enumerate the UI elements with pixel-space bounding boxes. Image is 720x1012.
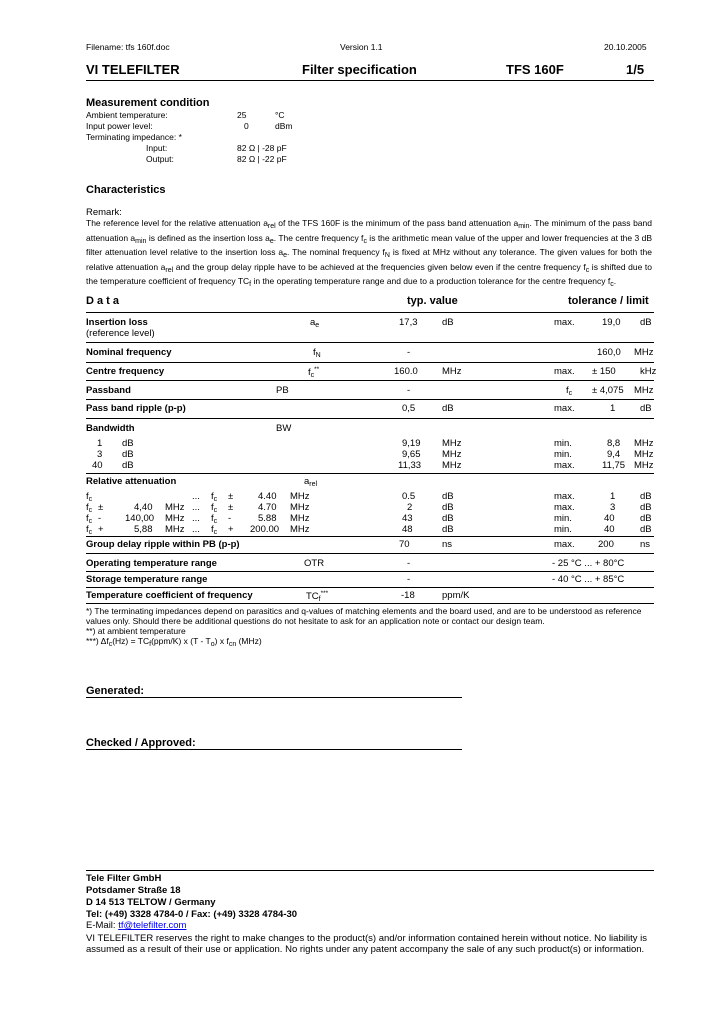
remark-paragraph: The reference level for the relative attenuation $a_{rel}$ of the TFS 160F is the minimum of the pass band attenuation $a_{min}$. The minimum of the pass band attenuation $a_{min}$ is defined as the insertion loss $a_e$. The centre frequency $f_c$ is the arithmetic mean value of the upper and lower frequencies at the 3 dB filter attenuation level relative to the insertion loss $a_e$. The nominal frequency $f_N$ is fixed at MHz without any tolerance. The given values for both the relative attenuation $a_{rel}$ and the group delay ripple have to be achieved at the frequencies given below even if the centre frequency $f_c$ is shifted due to the temperature coefficient of frequency $TC_f$ in the operating temperature range and due to a production tolerance for the centre frequency $f_c$. <box>86 218 653 288</box>
nf-limval: 160,0 <box>597 347 621 358</box>
impedance-label: Terminating impedance: * <box>86 132 182 142</box>
ra3-limval: 40 <box>604 513 615 524</box>
ra2-upper: 4.70 <box>258 502 277 513</box>
tc-unit: ppm/K <box>442 590 470 601</box>
ra4-unit: dB <box>442 524 454 535</box>
table-header-data: D a t a <box>86 295 120 307</box>
bw1-level: 1 <box>97 438 103 449</box>
ra2-upper-unit: MHz <box>290 502 310 513</box>
ra2-fc2: $f_c$ <box>211 502 218 514</box>
ra3-fc: $f_c$ <box>86 513 93 525</box>
ra3-limunit: dB <box>640 513 652 524</box>
pr-unit: dB <box>442 403 454 414</box>
ambient-value: 25 <box>237 110 247 120</box>
ot-symbol: OTR <box>304 558 325 569</box>
pb-typ: - <box>407 385 411 396</box>
footer-email-row: E-Mail: tf@telefilter.com <box>86 920 187 931</box>
part-number: TFS 160F <box>506 62 564 77</box>
ra2-limunit: dB <box>640 502 652 513</box>
approved-signature-line <box>86 749 462 750</box>
ra2-fc: $f_c$ <box>86 502 93 514</box>
ra4-lower-unit: MHz <box>165 524 185 535</box>
footer-city: D 14 513 TELTOW / Germany <box>86 897 216 908</box>
ra4-sign: + <box>98 524 104 535</box>
footer-rule <box>86 870 654 871</box>
ra3-upper: 5.88 <box>258 513 277 524</box>
power-value: 0 <box>244 121 249 131</box>
ra3-dots: ... <box>192 513 200 524</box>
ra4-lim: min. <box>554 524 572 535</box>
table-header-typ: typ. value <box>407 295 458 307</box>
pr-limval: 1 <box>610 403 616 414</box>
bw1-unit: MHz <box>442 438 462 449</box>
ra4-fc2: $f_c$ <box>211 524 218 536</box>
row-rule <box>86 380 654 381</box>
cf-limunit: kHz <box>640 366 657 377</box>
bw1-typ: 9,19 <box>402 438 421 449</box>
row-rule <box>86 603 654 604</box>
company-logo: VI TELEFILTER <box>86 62 180 77</box>
footer-disclaimer-2: assumed as a result of their use or application. No rights under any patent accompany the sale of any such product(s) or information. <box>86 944 645 955</box>
ra1-upper: 4.40 <box>258 491 277 502</box>
ra3-unit: dB <box>442 513 454 524</box>
ra4-sign2: + <box>228 524 234 535</box>
ra2-sign2: ± <box>228 502 234 513</box>
pr-lim: max. <box>554 403 575 414</box>
gd-limunit: ns <box>640 539 651 550</box>
gd-lim: max. <box>554 539 575 550</box>
ra4-lower: 5,88 <box>134 524 153 535</box>
doc-date: 20.10.2005 <box>604 42 647 52</box>
ra4-typ: 48 <box>402 524 413 535</box>
bw3-lim: max. <box>554 460 575 471</box>
il-unit: dB <box>442 317 454 328</box>
row-rule <box>86 587 654 588</box>
ra3-fc2: $f_c$ <box>211 513 218 525</box>
row-rule <box>86 473 654 474</box>
footer-tel: Tel: (+49) 3328 4784-0 / Fax: (+49) 3328 4784-30 <box>86 909 298 920</box>
note-1: *) The terminating impedances depend on parasitics and q-values of matching elements and the board used, and are to be understood as reference <box>86 606 642 616</box>
row-rule <box>86 362 654 363</box>
cf-label: Centre frequency <box>86 366 165 377</box>
generated-label: Generated: <box>86 685 145 697</box>
table-rule <box>86 312 654 313</box>
pb-limunit: MHz <box>634 385 654 396</box>
ra1-upper-unit: MHz <box>290 491 310 502</box>
pr-limunit: dB <box>640 403 652 414</box>
il-limunit: dB <box>640 317 652 328</box>
header-rule <box>86 80 654 81</box>
ra3-sign: - <box>98 513 102 524</box>
row-rule <box>86 399 654 400</box>
characteristics-heading: Characteristics <box>86 184 166 196</box>
doc-title: Filter specification <box>302 62 417 77</box>
ra2-lim: max. <box>554 502 575 513</box>
bw3-typ: 11,33 <box>398 460 422 471</box>
pb-symbol: PB <box>276 385 289 396</box>
ra1-limunit: dB <box>640 491 652 502</box>
generated-signature-line <box>86 697 462 698</box>
ra1-fc2: $f_c$ <box>211 491 218 503</box>
ra1-dots: ... <box>192 491 200 502</box>
ra2-dots: ... <box>192 502 200 513</box>
note-2: **) at ambient temperature <box>86 626 186 636</box>
gd-typ: 70 <box>399 539 410 550</box>
footer-disclaimer-1: VI TELEFILTER reserves the right to make changes to the product(s) and/or information contained herein without notice. No liability is <box>86 933 647 944</box>
ra2-lower-unit: MHz <box>165 502 185 513</box>
ra2-unit: dB <box>442 502 454 513</box>
note-1b: values only. Should there be additional questions do not hesitate to ask for an application note or contact our design team. <box>86 616 545 626</box>
gd-unit: ns <box>442 539 453 550</box>
ra4-limunit: dB <box>640 524 652 535</box>
ra3-upper-unit: MHz <box>290 513 310 524</box>
version: Version 1.1 <box>340 42 383 52</box>
ra3-lim: min. <box>554 513 572 524</box>
ra-symbol: $a_{rel}$ <box>304 476 318 488</box>
il-label: Insertion loss <box>86 317 148 328</box>
table-header-tol: tolerance / limit <box>568 295 649 307</box>
remark-label: Remark: <box>86 207 122 218</box>
ra3-typ: 43 <box>402 513 413 524</box>
ot-label: Operating temperature range <box>86 558 217 569</box>
input-label: Input: <box>146 143 168 153</box>
bw1-limunit: MHz <box>634 438 654 449</box>
il-label-2: (reference level) <box>86 328 155 339</box>
ra-label: Relative attenuation <box>86 476 177 487</box>
row-rule <box>86 553 654 554</box>
ra1-unit: dB <box>442 491 454 502</box>
il-limval: 19,0 <box>602 317 621 328</box>
output-value: 82 Ω | -22 pF <box>237 154 287 164</box>
filename: Filename: tfs 160f.doc <box>86 42 170 52</box>
ra1-sign: ± <box>228 491 234 502</box>
st-limval: - 40 °C ... + 85°C <box>552 574 625 585</box>
footer-street: Potsdamer Straße 18 <box>86 885 181 896</box>
bw3-level: 40 <box>92 460 103 471</box>
ra1-fc: $f_c$ <box>86 491 93 503</box>
ra1-typ: 0.5 <box>402 491 416 502</box>
cf-typ: 160.0 <box>394 366 418 377</box>
ra4-upper-unit: MHz <box>290 524 310 535</box>
bw2-level: 3 <box>97 449 103 460</box>
approved-label: Checked / Approved: <box>86 737 196 749</box>
cf-limval: ± 150 <box>592 366 616 377</box>
ra4-upper: 200.00 <box>250 524 280 535</box>
power-label: Input power level: <box>86 121 153 131</box>
pb-limval: ± 4,075 <box>592 385 624 396</box>
bw2-unit: MHz <box>442 449 462 460</box>
bw3-unit: MHz <box>442 460 462 471</box>
bw3-limval: 11,75 <box>602 460 626 471</box>
bw2-typ: 9,65 <box>402 449 421 460</box>
page-number: 1/5 <box>626 62 645 77</box>
bw1-lim: min. <box>554 438 572 449</box>
note-3: ***) $\Delta f_c(Hz) = TC_f(ppm/K)$ x $(T - T_o)$ x $f_{cn}$ (MHz) <box>86 636 262 648</box>
ra3-sign2: - <box>228 513 232 524</box>
row-rule <box>86 342 654 343</box>
ra3-lower: 140,00 <box>125 513 155 524</box>
ra2-lower: 4,40 <box>134 502 153 513</box>
ra4-limval: 40 <box>604 524 615 535</box>
measurement-heading: Measurement condition <box>86 97 210 109</box>
bw3-unit-db: dB <box>122 460 134 471</box>
ra4-dots: ... <box>192 524 200 535</box>
bw3-limunit: MHz <box>634 460 654 471</box>
gd-limval: 200 <box>598 539 614 550</box>
ra1-limval: 1 <box>610 491 616 502</box>
ra1-lim: max. <box>554 491 575 502</box>
ambient-unit: °C <box>275 110 285 120</box>
bw2-unit-db: dB <box>122 449 134 460</box>
row-rule <box>86 418 654 419</box>
ra3-lower-unit: MHz <box>165 513 185 524</box>
il-lim: max. <box>554 317 575 328</box>
bw2-limunit: MHz <box>634 449 654 460</box>
nf-typ: - <box>407 347 411 358</box>
cf-lim: max. <box>554 366 575 377</box>
il-typ: 17,3 <box>399 317 418 328</box>
input-value: 82 Ω | -28 pF <box>237 143 287 153</box>
nf-limunit: MHz <box>634 347 654 358</box>
nf-symbol: $f_N$ <box>313 347 321 359</box>
cf-symbol: $f_c^{**}$ <box>308 366 320 379</box>
pb-label: Passband <box>86 385 131 396</box>
tc-label: Temperature coefficient of frequency <box>86 590 253 601</box>
row-rule <box>86 536 654 537</box>
email-link[interactable]: tf@telefilter.com <box>118 920 187 931</box>
tc-symbol: $TC_f^{***}$ <box>306 590 329 603</box>
pr-label: Pass band ripple (p-p) <box>86 403 186 414</box>
pb-lim: $f_c$ <box>566 385 573 397</box>
st-label: Storage temperature range <box>86 574 208 585</box>
bw-label: Bandwidth <box>86 423 135 434</box>
bw-symbol: BW <box>276 423 292 434</box>
cf-unit: MHz <box>442 366 462 377</box>
bw1-unit-db: dB <box>122 438 134 449</box>
row-rule <box>86 571 654 572</box>
ot-limval: - 25 °C ... + 80°C <box>552 558 625 569</box>
ra2-sign: ± <box>98 502 104 513</box>
il-symbol: $a_e$ <box>310 317 320 329</box>
tc-typ: -18 <box>401 590 415 601</box>
bw2-limval: 9,4 <box>607 449 621 460</box>
ra2-typ: 2 <box>407 502 413 513</box>
output-label: Output: <box>146 154 174 164</box>
bw1-limval: 8,8 <box>607 438 621 449</box>
st-typ: - <box>407 574 411 585</box>
footer-company: Tele Filter GmbH <box>86 873 162 884</box>
ot-typ: - <box>407 558 411 569</box>
pr-typ: 0,5 <box>402 403 416 414</box>
power-unit: dBm <box>275 121 293 131</box>
gd-label: Group delay ripple within PB (p-p) <box>86 539 240 550</box>
ra4-fc: $f_c$ <box>86 524 93 536</box>
bw2-lim: min. <box>554 449 572 460</box>
nf-label: Nominal frequency <box>86 347 172 358</box>
ra2-limval: 3 <box>610 502 616 513</box>
ambient-label: Ambient temperature: <box>86 110 168 120</box>
